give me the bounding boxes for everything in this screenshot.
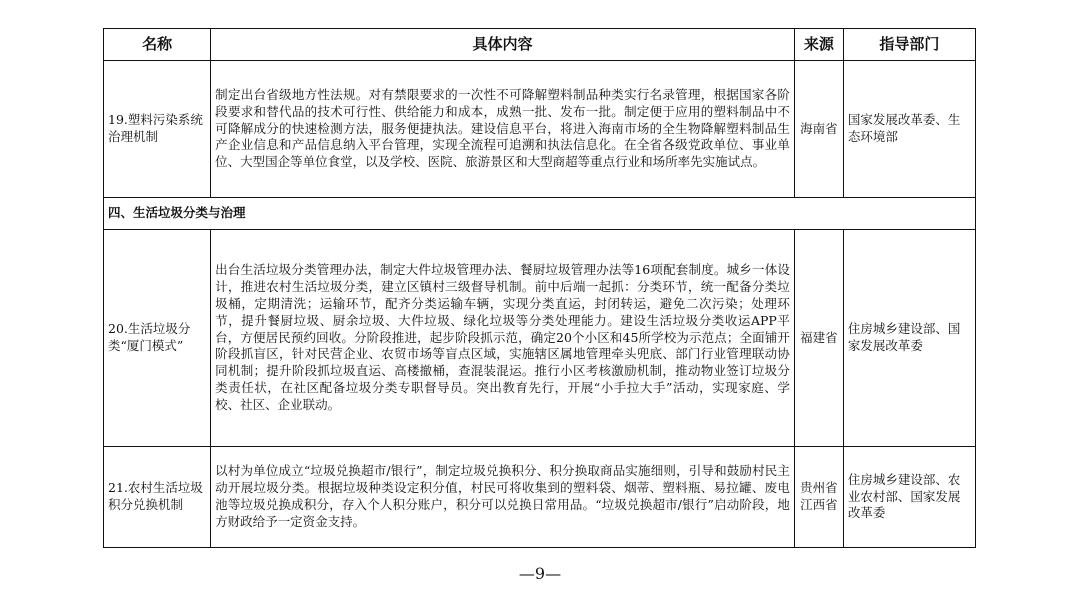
header-source: 来源: [794, 29, 843, 61]
row-content: 制定出台省级地方性法规。对有禁限要求的一次性不可降解塑料制品种类实行名录管理，根据国家各阶段要求和替代品的技术可行性、供给能力和成本，成熟一批、发布一批。制定便于应用的塑料制品中不可降解成分的快速检测方法，服务便捷执法。建设信息平台，将进入海南市场的全生物降解塑料制品生产企业信息和产品信息纳入平台管理，实现全流程可追溯和执法信息化。在全省各级党政单位、事业单位、大型国企等单位食堂，以及学校、医院、旅游景区和大型商超等重点行业和场所率先实施试点。: [211, 61, 795, 198]
row-dept: 国家发展改革委、生态环境部: [843, 61, 975, 198]
table-header-row: [104, 29, 976, 61]
row-name: 19.塑料污染系统治理机制: [104, 61, 211, 198]
row-source: 福建省: [794, 230, 843, 447]
section-heading: 四、生活垃圾分类与治理: [104, 198, 976, 230]
table-row: [104, 447, 976, 548]
policy-table: [103, 28, 976, 548]
row-content: 出台生活垃圾分类管理办法，制定大件垃圾管理办法、餐厨垃圾管理办法等16项配套制度。城乡一体设计，推进农村生活垃圾分类，建立区镇村三级督导机制。前中后端一起抓：分类环节，统一配备分类垃圾桶，定期清洗；运输环节，配齐分类运输车辆，实现分类直运，封闭转运，避免二次污染；处理环节，提升餐厨垃圾、厨余垃圾、大件垃圾、绿化垃圾等分类处理能力。建设生活垃圾分类收运APP平台，方便居民预约回收。分阶段推进，起步阶段抓示范，确定20个小区和45所学校为示范点；全面铺开阶段抓盲区，针对民营企业、农贸市场等盲点区域，实施辖区属地管理牵头兜底、部门行业管理联动协同机制；提升阶段抓垃圾直运、高楼撤桶，查混装混运。推行小区考核激励机制，推动物业签订垃圾分类责任状，在社区配备垃圾分类专职督导员。突出教育先行，开展“小手拉大手”活动，实现家庭、学校、社区、企业联动。: [211, 230, 795, 447]
row-dept: 住房城乡建设部、农业农村部、国家发展改革委: [843, 447, 975, 548]
page-number: —9—: [518, 564, 562, 583]
row-name: 20.生活垃圾分类“厦门模式”: [104, 230, 211, 447]
header-dept: 指导部门: [843, 29, 975, 61]
row-source: 海南省: [794, 61, 843, 198]
row-source: 贵州省江西省: [794, 447, 843, 548]
header-content: 具体内容: [211, 29, 795, 61]
row-content: 以村为单位成立“垃圾兑换超市/银行”，制定垃圾兑换积分、积分换取商品实施细则，引导和鼓励村民主动开展垃圾分类。根据垃圾种类设定积分值，村民可将收集到的塑料袋、烟蒂、塑料瓶、易拉罐、废电池等垃圾兑换成积分，存入个人积分账户，积分可以兑换日常用品。“垃圾兑换超市/银行”启动阶段，地方财政给予一定资金支持。: [211, 447, 795, 548]
section-row: [104, 198, 976, 230]
table-row: [104, 61, 976, 198]
row-name: 21.农村生活垃圾积分兑换机制: [104, 447, 211, 548]
row-dept: 住房城乡建设部、国家发展改革委: [843, 230, 975, 447]
header-name: 名称: [104, 29, 211, 61]
table-row: [104, 230, 976, 447]
